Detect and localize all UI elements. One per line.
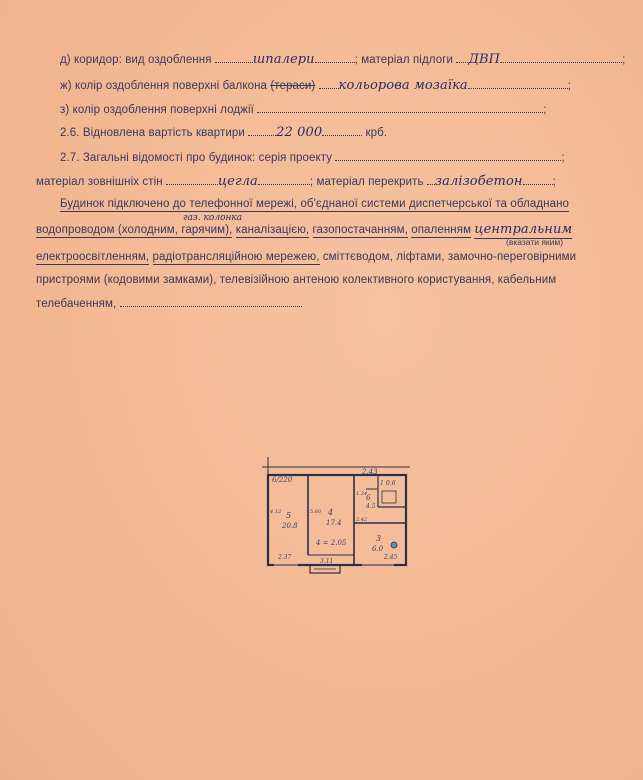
devices-text: пристроями (кодовими замками), телевізійною антеною колективного користування, кабельним bbox=[36, 274, 557, 286]
row-cable bbox=[36, 297, 302, 310]
row-end: ; bbox=[552, 176, 556, 188]
heating-text: опаленням bbox=[411, 224, 472, 236]
room-number: 3 bbox=[376, 534, 382, 543]
building-info-label: 2.7. Загальні відомості про будинок: серія проекту bbox=[60, 152, 333, 164]
cost-label: 2.6. Відновлена вартість квартири bbox=[60, 127, 245, 139]
floor-plan bbox=[258, 455, 418, 585]
row-corridor bbox=[60, 52, 625, 67]
currency: крб. bbox=[365, 127, 388, 139]
corridor-label: д) коридор: вид оздоблення bbox=[60, 54, 212, 66]
electric-text: електроосвітленням, bbox=[36, 251, 150, 263]
gas-heater-note: газ. колонка bbox=[183, 213, 243, 223]
row-cost bbox=[60, 125, 387, 140]
walls-label: матеріал зовнішніх стін bbox=[36, 176, 163, 188]
heating-value: центральним bbox=[474, 222, 573, 237]
water-supply-text: водопроводом (холодним, гарячим), bbox=[36, 224, 233, 236]
room-area: 17.4 bbox=[326, 519, 342, 527]
connections-text: Будинок підключено до телефонної мережі, об'єднаної системи диспетчерської та обладнано bbox=[60, 198, 570, 210]
cost-value: 22 000 bbox=[276, 125, 323, 140]
dim-label: 4.12 bbox=[270, 509, 282, 515]
floor-plan-drawing bbox=[258, 455, 418, 585]
row-electric bbox=[36, 251, 576, 263]
room-area: 4.5 bbox=[366, 503, 376, 510]
row-devices bbox=[36, 274, 556, 286]
ceiling-label: ; матеріал перекрить bbox=[309, 176, 424, 188]
row-loggia bbox=[60, 103, 547, 116]
balcony-color-value: кольорова мозаїка bbox=[338, 78, 468, 93]
row-utilities bbox=[36, 222, 572, 237]
dim-label: 3.11 bbox=[320, 558, 334, 565]
room-number: 6 bbox=[366, 494, 371, 502]
row-balcony bbox=[60, 78, 571, 93]
row-end: ; bbox=[561, 152, 565, 164]
misc-utilities-text: сміттєводом, ліфтами, замочно-переговірними bbox=[322, 251, 577, 263]
cable-text: телебаченням, bbox=[36, 298, 117, 310]
specify-note: (вказати яким) bbox=[506, 237, 564, 247]
room-number: 5 bbox=[286, 511, 292, 520]
radio-network-text: радіотрансляційною мережею, bbox=[152, 251, 320, 263]
room-number: 4 bbox=[328, 508, 334, 517]
dim-label: 1.34 bbox=[356, 491, 368, 497]
ceiling-value: залізобетон bbox=[434, 174, 523, 189]
row-building-info bbox=[60, 151, 565, 164]
dim-label: 2.45 bbox=[384, 554, 398, 561]
corridor-area: 4 = 2.05 bbox=[316, 539, 347, 547]
row-connections bbox=[60, 198, 569, 210]
row-end: ; bbox=[622, 54, 626, 66]
row-end: ; bbox=[543, 104, 547, 116]
dim-label: 6/220 bbox=[272, 476, 293, 484]
room-area: 0.6 bbox=[386, 480, 396, 487]
stove-fixture bbox=[391, 542, 397, 548]
loggia-label: з) колір оздоблення поверхні лоджії bbox=[60, 104, 254, 116]
walls-value: цегла bbox=[218, 174, 258, 189]
room-area: 20.8 bbox=[282, 522, 298, 530]
room-area: 6.0 bbox=[372, 545, 384, 553]
terrace-struck: (тераси) bbox=[270, 80, 316, 92]
floor-material-value: ДВП bbox=[468, 52, 501, 67]
dim-label: 2.37 bbox=[278, 554, 292, 561]
floor-material-label: ; матеріал підлоги bbox=[354, 54, 454, 66]
dim-label: 2.42 bbox=[356, 517, 368, 523]
row-end: ; bbox=[567, 80, 572, 92]
dim-label: 2.43 bbox=[362, 468, 378, 476]
sewerage-text: каналізацією, bbox=[235, 224, 310, 236]
gas-supply-text: газопостачанням, bbox=[312, 224, 408, 236]
dim-label: 5.60 bbox=[310, 509, 322, 515]
balcony-label: ж) колір оздоблення поверхні балкона bbox=[60, 80, 268, 92]
room-number: 1 bbox=[380, 480, 384, 487]
corridor-finish-value: шпалери bbox=[252, 52, 315, 67]
row-materials bbox=[36, 174, 556, 189]
bath-fixture bbox=[382, 491, 396, 503]
